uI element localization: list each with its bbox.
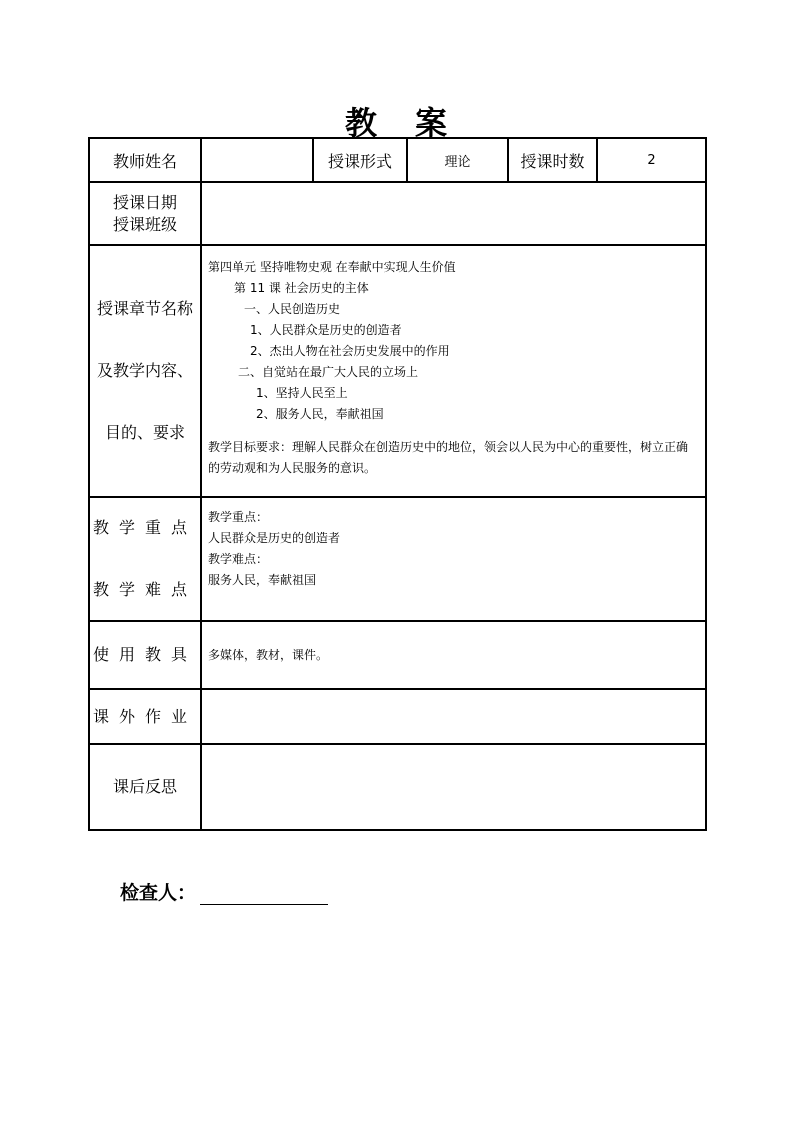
tools-row: [89, 621, 706, 689]
key-value: 人民群众是历史的创造者: [208, 531, 341, 545]
date-class-row: [89, 182, 706, 245]
section-1: 一、人民创造历史: [244, 302, 341, 316]
chapter-content: [201, 245, 706, 497]
teaching-hours-value[interactable]: 2: [597, 138, 706, 182]
unit-title: 第四单元 坚持唯物史观 在奉献中实现人生价值: [208, 260, 456, 274]
teacher-name-label: 教师姓名: [89, 138, 201, 182]
key-label: 教学重点: [92, 518, 197, 537]
section-2-item-2: 2、服务人民，奉献祖国: [256, 407, 384, 421]
checker-signature-line[interactable]: [200, 884, 328, 905]
section-2: 二、自觉站在最广大人民的立场上: [238, 365, 419, 379]
lesson-title: 第 11 课 社会历史的主体: [234, 281, 369, 295]
difficulty-value: 服务人民，奉献祖国: [208, 573, 317, 587]
key-difficulty-label-cell: [89, 497, 201, 621]
teaching-form-label: 授课形式: [313, 138, 407, 182]
section-2-item-1: 1、坚持人民至上: [256, 386, 348, 400]
lesson-plan-table: [88, 137, 707, 831]
key-heading: 教学重点：: [208, 510, 269, 524]
homework-label: 课外作业: [89, 689, 201, 744]
teaching-hours-label: 授课时数: [508, 138, 597, 182]
section-1-item-1: 1、人民群众是历史的创造者: [250, 323, 402, 337]
tools-value: 多媒体，教材，课件。: [201, 621, 706, 689]
date-class-value[interactable]: [201, 182, 706, 245]
homework-row: [89, 689, 706, 744]
checker-label: 检查人：: [120, 882, 197, 904]
objectives-text: 教学目标要求：理解人民群众在创造历史中的地位，领会以人民为中心的重要性，树立正确的劳动观和为人民服务的意识。: [208, 440, 689, 475]
difficulty-heading: 教学难点：: [208, 552, 269, 566]
teaching-form-value[interactable]: 理论: [407, 138, 508, 182]
class-label: 授课班级: [112, 214, 177, 234]
checker-signature: [120, 878, 328, 905]
tools-label: 使用教具: [89, 621, 201, 689]
teacher-name-value[interactable]: [201, 138, 313, 182]
homework-value[interactable]: [201, 689, 706, 744]
reflection-row: [89, 744, 706, 830]
date-label: 授课日期: [112, 192, 177, 212]
key-difficulty-content: [201, 497, 706, 621]
chapter-label-line-1: 授课章节名称: [96, 299, 193, 318]
reflection-label: 课后反思: [89, 744, 201, 830]
chapter-label-cell: [89, 245, 201, 497]
title-char-2: 案: [415, 104, 450, 142]
difficulty-label: 教学难点: [92, 580, 197, 599]
chapter-row: [89, 245, 706, 497]
section-1-item-2: 2、杰出人物在社会历史发展中的作用: [250, 344, 450, 358]
header-row: [89, 138, 706, 182]
reflection-value[interactable]: [201, 744, 706, 830]
date-class-label-cell: [89, 182, 201, 245]
chapter-label-line-2: 及教学内容、: [96, 361, 193, 380]
chapter-label-line-3: 目的、要求: [104, 423, 185, 442]
key-difficulty-row: [89, 497, 706, 621]
title-char-1: 教: [344, 104, 379, 142]
